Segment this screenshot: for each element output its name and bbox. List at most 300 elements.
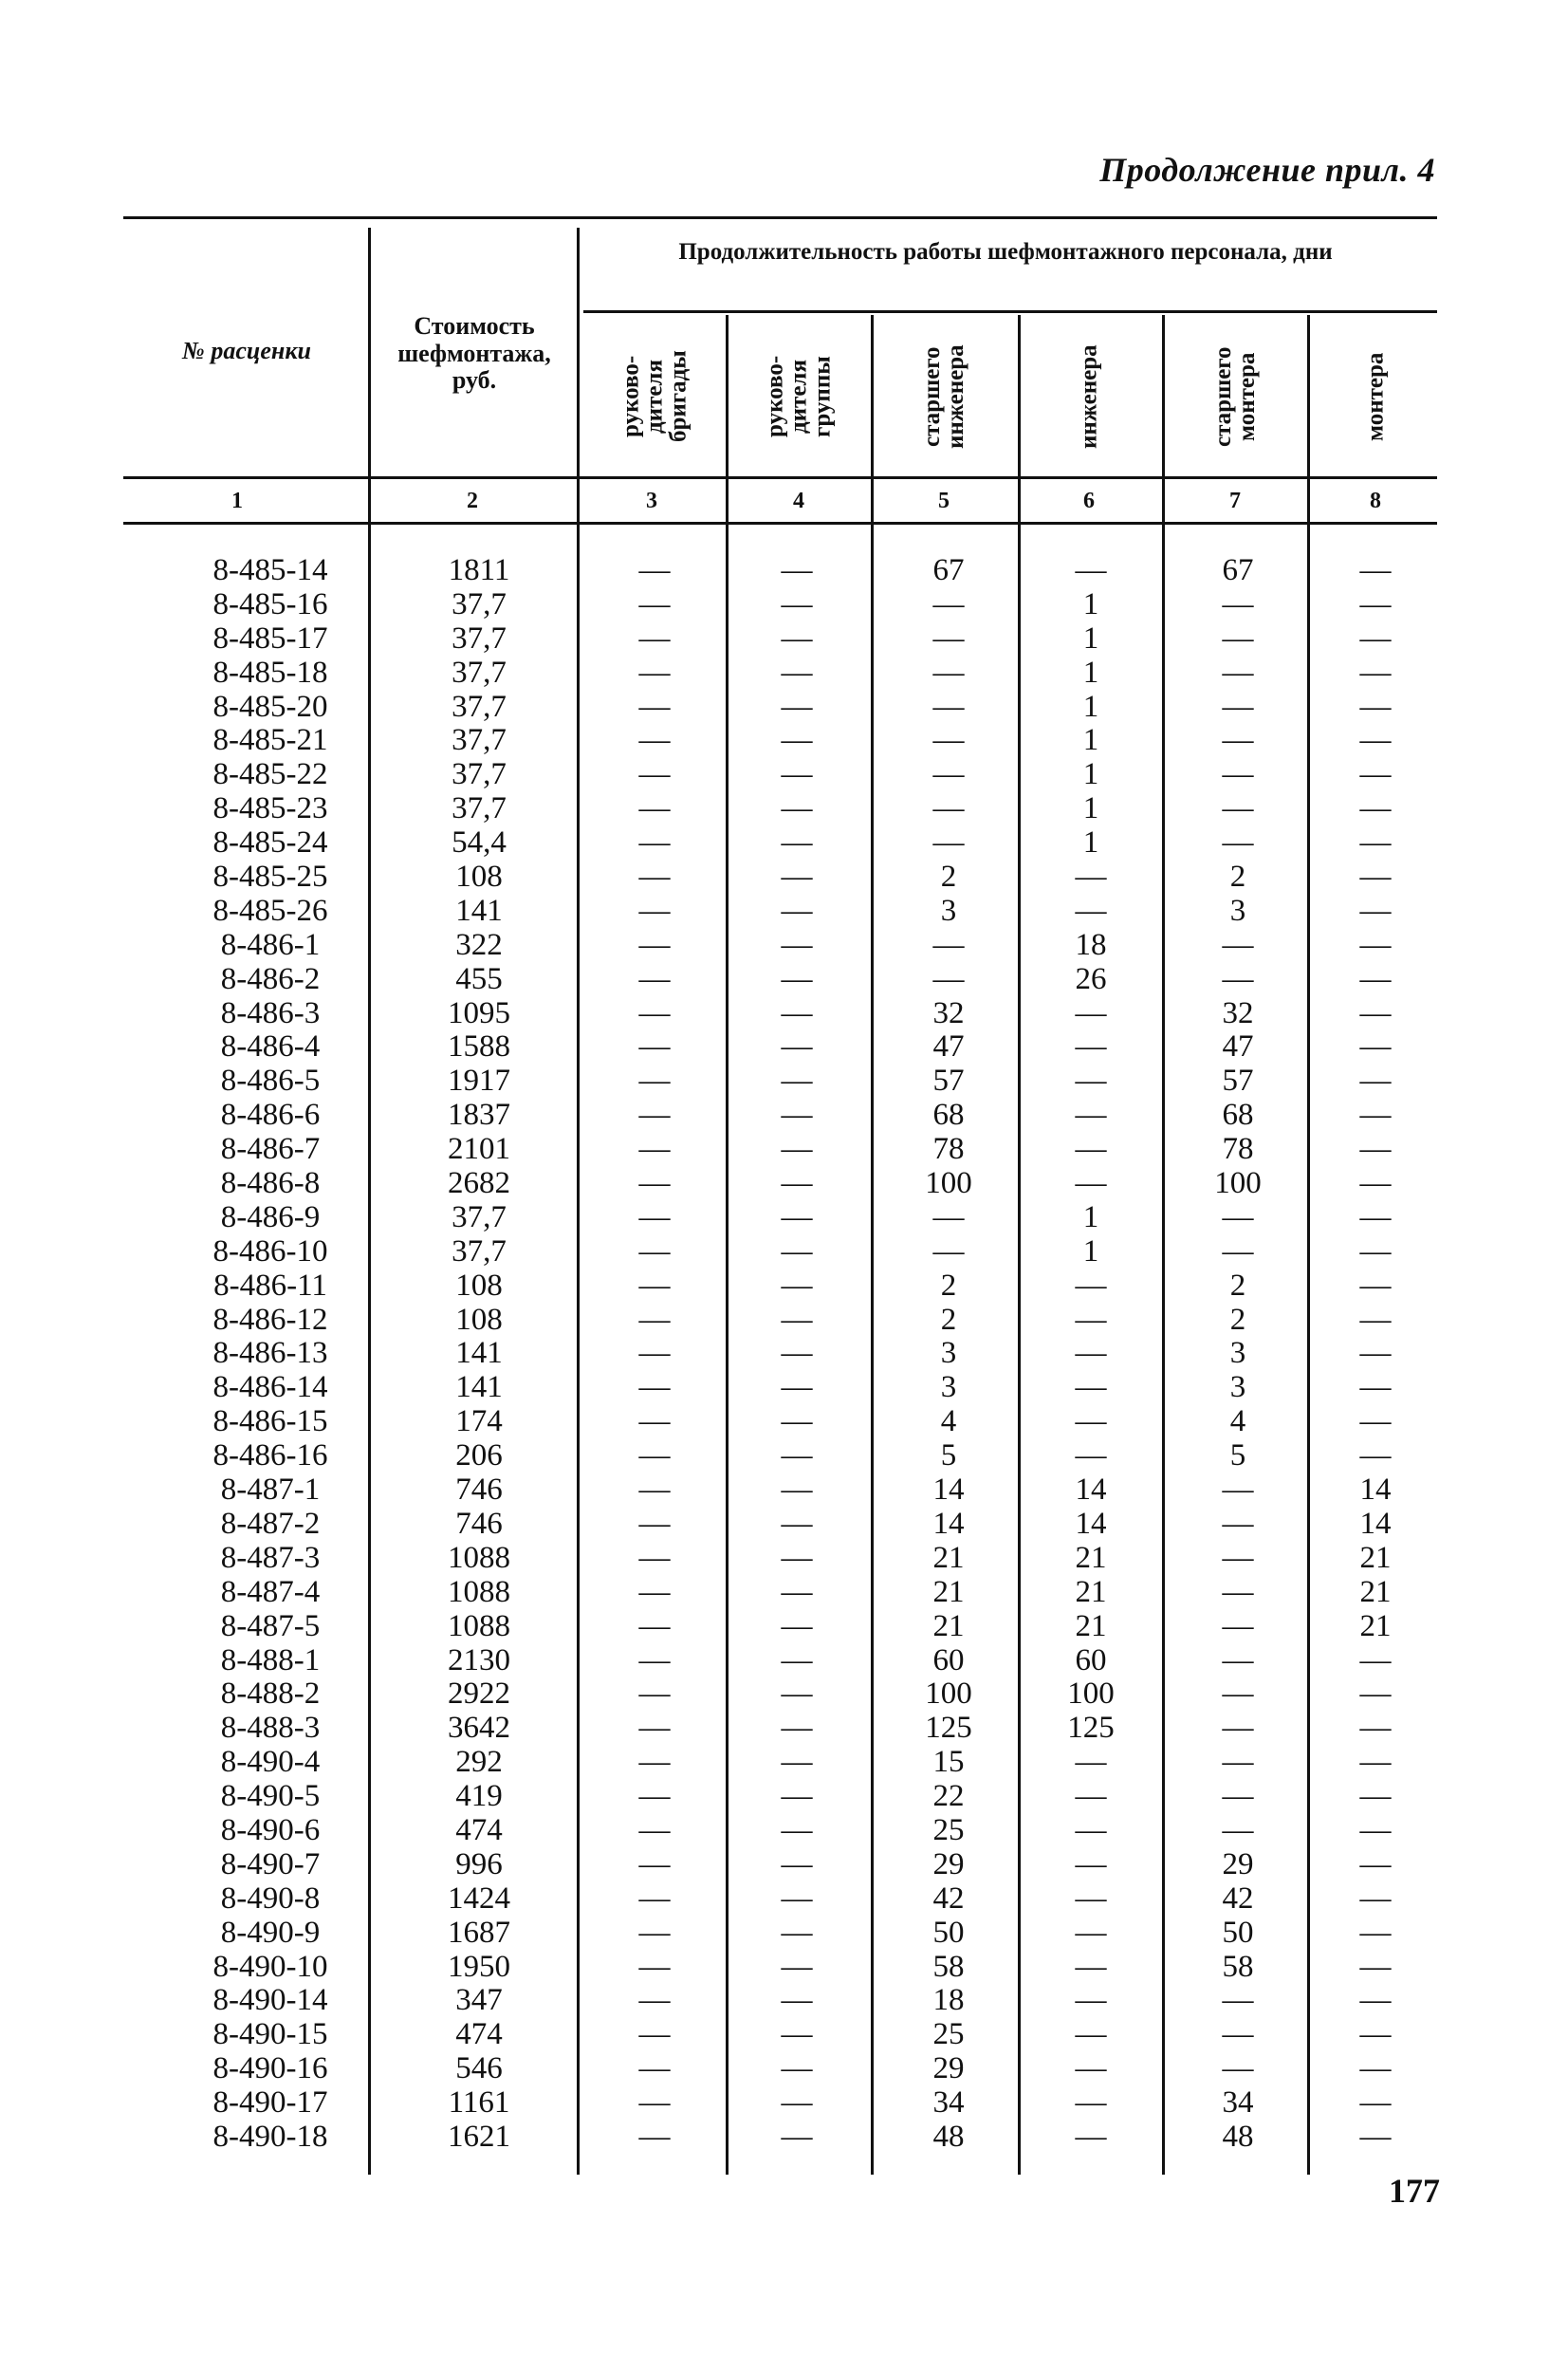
senior-fitter-cell: —: [1222, 1779, 1254, 1814]
rate-number-cell: 8-486-2: [220, 961, 321, 996]
group-leader-cell: —: [781, 655, 813, 690]
cost-cell: 1424: [448, 1881, 510, 1916]
cost-cell: 347: [455, 1983, 503, 2018]
table-row: [0, 2120, 1568, 2154]
rate-number-cell: 8-487-4: [220, 1574, 321, 1609]
senior-engineer-cell: 78: [932, 1132, 965, 1167]
rate-number-cell: 8-490-15: [212, 2017, 328, 2052]
cost-cell: 419: [455, 1779, 503, 1814]
table-body: [0, 553, 1568, 2154]
fitter-cell: —: [1359, 1302, 1392, 1337]
senior-engineer-cell: 15: [932, 1745, 965, 1780]
rate-number-cell: 8-487-5: [220, 1608, 321, 1643]
engineer-cell: 1: [1082, 689, 1099, 724]
fitter-cell: —: [1359, 553, 1392, 587]
group-leader-cell: —: [781, 2017, 813, 2052]
senior-fitter-cell: —: [1222, 655, 1254, 690]
table-row: [0, 1132, 1568, 1166]
brigade-leader-cell: —: [638, 655, 671, 690]
senior-fitter-cell: —: [1222, 961, 1254, 996]
senior-engineer-cell: 68: [932, 1098, 965, 1133]
group-leader-cell: —: [781, 1779, 813, 1814]
group-leader-cell: —: [781, 1473, 813, 1508]
group-leader-cell: —: [781, 723, 813, 758]
group-leader-cell: —: [781, 1404, 813, 1439]
group-leader-cell: —: [781, 621, 813, 656]
senior-engineer-cell: —: [932, 927, 965, 962]
cost-cell: 37,7: [452, 791, 507, 826]
brigade-leader-cell: —: [638, 1540, 671, 1575]
fitter-cell: —: [1359, 1438, 1392, 1473]
group-leader-cell: —: [781, 1098, 813, 1133]
fitter-cell: —: [1359, 655, 1392, 690]
brigade-leader-cell: —: [638, 1132, 671, 1167]
brigade-leader-cell: —: [638, 995, 671, 1030]
cost-cell: 108: [455, 1268, 503, 1303]
engineer-cell: —: [1075, 1404, 1107, 1439]
table-row: [0, 1779, 1568, 1813]
table-row: [0, 1745, 1568, 1779]
senior-fitter-cell: 47: [1222, 1029, 1254, 1065]
engineer-cell: 18: [1075, 927, 1107, 962]
table-row: [0, 825, 1568, 860]
group-leader-cell: —: [781, 1302, 813, 1337]
table-row: [0, 1473, 1568, 1507]
table-row: [0, 1847, 1568, 1881]
senior-engineer-cell: 2: [940, 1268, 957, 1303]
brigade-leader-cell: —: [638, 1983, 671, 2018]
senior-fitter-cell: —: [1222, 1677, 1254, 1712]
rate-number-cell: 8-485-22: [212, 757, 328, 792]
cost-cell: 1621: [448, 2119, 510, 2154]
table-row: [0, 996, 1568, 1030]
senior-fitter-cell: 48: [1222, 2119, 1254, 2154]
table-row: [0, 1881, 1568, 1916]
fitter-cell: —: [1359, 689, 1392, 724]
fitter-cell: —: [1359, 757, 1392, 792]
fitter-cell: —: [1359, 1098, 1392, 1133]
senior-engineer-cell: 125: [925, 1711, 972, 1746]
group-leader-cell: —: [781, 1166, 813, 1201]
column-number: 2: [467, 489, 478, 513]
senior-fitter-cell: 5: [1229, 1438, 1246, 1473]
fitter-cell: —: [1359, 825, 1392, 861]
senior-fitter-cell: 50: [1222, 1915, 1254, 1950]
rate-number-cell: 8-488-1: [220, 1642, 321, 1677]
senior-engineer-cell: 47: [932, 1029, 965, 1065]
cost-cell: 2922: [448, 1677, 510, 1712]
rate-number-cell: 8-486-11: [213, 1268, 327, 1303]
table-row: [0, 1200, 1568, 1234]
brigade-leader-cell: —: [638, 1881, 671, 1916]
engineer-cell: —: [1075, 1779, 1107, 1814]
fitter-cell: —: [1359, 1336, 1392, 1371]
rate-number-cell: 8-490-9: [220, 1915, 321, 1950]
senior-engineer-cell: 14: [932, 1506, 965, 1541]
rate-number-cell: 8-486-1: [220, 927, 321, 962]
cost-cell: 108: [455, 860, 503, 895]
cost-cell: 54,4: [452, 825, 507, 861]
fitter-cell: —: [1359, 1404, 1392, 1439]
engineer-cell: 26: [1075, 961, 1107, 996]
senior-engineer-cell: 60: [932, 1642, 965, 1677]
column-number: 4: [793, 489, 804, 513]
table-row: [0, 1507, 1568, 1541]
table-row: [0, 1166, 1568, 1200]
senior-engineer-cell: 2: [940, 1302, 957, 1337]
cost-cell: 474: [455, 1812, 503, 1847]
rate-number-cell: 8-485-18: [212, 655, 328, 690]
group-leader-cell: —: [781, 1370, 813, 1405]
engineer-cell: 21: [1075, 1574, 1107, 1609]
header-bottom-rule: [123, 476, 1437, 479]
header-engineer: инженера: [1076, 344, 1102, 449]
brigade-leader-cell: —: [638, 1438, 671, 1473]
cost-cell: 141: [455, 1370, 503, 1405]
rate-number-cell: 8-490-5: [220, 1779, 321, 1814]
senior-fitter-cell: —: [1222, 2051, 1254, 2086]
continuation-caption: Продолжение прил. 4: [1099, 151, 1435, 189]
group-leader-cell: —: [781, 2119, 813, 2154]
fitter-cell: —: [1359, 1881, 1392, 1916]
cost-cell: 37,7: [452, 1199, 507, 1234]
engineer-cell: 21: [1075, 1540, 1107, 1575]
brigade-leader-cell: —: [638, 553, 671, 587]
group-leader-cell: —: [781, 1438, 813, 1473]
rate-number-cell: 8-486-3: [220, 995, 321, 1030]
rate-number-cell: 8-486-4: [220, 1029, 321, 1065]
group-leader-cell: —: [781, 961, 813, 996]
fitter-cell: —: [1359, 2085, 1392, 2121]
senior-fitter-cell: —: [1222, 1711, 1254, 1746]
brigade-leader-cell: —: [638, 1029, 671, 1065]
cost-cell: 1095: [448, 995, 510, 1030]
senior-engineer-cell: 21: [932, 1574, 965, 1609]
cost-cell: 1837: [448, 1098, 510, 1133]
table-row: [0, 928, 1568, 962]
group-leader-cell: —: [781, 1540, 813, 1575]
fitter-cell: —: [1359, 2119, 1392, 2154]
group-leader-cell: —: [781, 1268, 813, 1303]
header-rate-number: № расценки: [182, 337, 311, 364]
rate-number-cell: 8-490-16: [212, 2051, 328, 2086]
cost-cell: 37,7: [452, 621, 507, 656]
rate-number-cell: 8-486-16: [212, 1438, 328, 1473]
fitter-cell: —: [1359, 1233, 1392, 1269]
group-leader-cell: —: [781, 927, 813, 962]
table-row: [0, 1370, 1568, 1404]
senior-fitter-cell: —: [1222, 1983, 1254, 2018]
senior-fitter-cell: 2: [1229, 860, 1246, 895]
cost-cell: 474: [455, 2017, 503, 2052]
fitter-cell: 14: [1359, 1506, 1392, 1541]
senior-engineer-cell: 58: [932, 1949, 965, 1984]
engineer-cell: —: [1075, 553, 1107, 587]
cost-cell: 1687: [448, 1915, 510, 1950]
rate-number-cell: 8-486-14: [212, 1370, 328, 1405]
group-leader-cell: —: [781, 825, 813, 861]
senior-fitter-cell: 100: [1214, 1166, 1262, 1201]
fitter-cell: —: [1359, 1029, 1392, 1065]
fitter-cell: —: [1359, 723, 1392, 758]
group-leader-cell: —: [781, 1132, 813, 1167]
brigade-leader-cell: —: [638, 1677, 671, 1712]
senior-engineer-cell: —: [932, 791, 965, 826]
rate-number-cell: 8-485-21: [212, 723, 328, 758]
senior-fitter-cell: —: [1222, 791, 1254, 826]
senior-fitter-cell: 3: [1229, 1336, 1246, 1371]
rate-number-cell: 8-487-1: [220, 1473, 321, 1508]
senior-fitter-cell: 3: [1229, 1370, 1246, 1405]
senior-fitter-cell: 2: [1229, 1302, 1246, 1337]
senior-engineer-cell: 21: [932, 1540, 965, 1575]
senior-fitter-cell: —: [1222, 1608, 1254, 1643]
column-number: 6: [1083, 489, 1095, 513]
cost-cell: 141: [455, 1336, 503, 1371]
engineer-cell: 1: [1082, 1233, 1099, 1269]
brigade-leader-cell: —: [638, 1745, 671, 1780]
brigade-leader-cell: —: [638, 1812, 671, 1847]
rate-number-cell: 8-485-17: [212, 621, 328, 656]
fitter-cell: —: [1359, 2017, 1392, 2052]
brigade-leader-cell: —: [638, 689, 671, 724]
rate-number-cell: 8-485-25: [212, 860, 328, 895]
fitter-cell: 21: [1359, 1574, 1392, 1609]
brigade-leader-cell: —: [638, 961, 671, 996]
cost-cell: 322: [455, 927, 503, 962]
group-leader-cell: —: [781, 2085, 813, 2121]
cost-cell: 1088: [448, 1540, 510, 1575]
fitter-cell: —: [1359, 1949, 1392, 1984]
engineer-cell: —: [1075, 2051, 1107, 2086]
senior-engineer-cell: 22: [932, 1779, 965, 1814]
group-leader-cell: —: [781, 1711, 813, 1746]
table-row: [0, 553, 1568, 587]
engineer-cell: —: [1075, 1336, 1107, 1371]
group-leader-cell: —: [781, 757, 813, 792]
rate-number-cell: 8-486-6: [220, 1098, 321, 1133]
brigade-leader-cell: —: [638, 1779, 671, 1814]
engineer-cell: —: [1075, 1846, 1107, 1881]
brigade-leader-cell: —: [638, 1098, 671, 1133]
senior-engineer-cell: 50: [932, 1915, 965, 1950]
table-row: [0, 2051, 1568, 2085]
rate-number-cell: 8-485-24: [212, 825, 328, 861]
rate-number-cell: 8-490-17: [212, 2085, 328, 2121]
cost-cell: 37,7: [452, 655, 507, 690]
table-row: [0, 1064, 1568, 1098]
group-leader-cell: —: [781, 1336, 813, 1371]
group-leader-cell: —: [781, 1199, 813, 1234]
brigade-leader-cell: —: [638, 1506, 671, 1541]
engineer-cell: —: [1075, 1983, 1107, 2018]
group-leader-cell: —: [781, 1608, 813, 1643]
table-row: [0, 621, 1568, 656]
brigade-leader-cell: —: [638, 1846, 671, 1881]
table-row: [0, 1609, 1568, 1643]
senior-engineer-cell: —: [932, 1199, 965, 1234]
engineer-cell: —: [1075, 2017, 1107, 2052]
senior-engineer-cell: 4: [940, 1404, 957, 1439]
cost-cell: 37,7: [452, 689, 507, 724]
cost-cell: 1917: [448, 1064, 510, 1099]
senior-fitter-cell: 58: [1222, 1949, 1254, 1984]
engineer-cell: 21: [1075, 1608, 1107, 1643]
fitter-cell: —: [1359, 1268, 1392, 1303]
engineer-cell: —: [1075, 893, 1107, 928]
brigade-leader-cell: —: [638, 825, 671, 861]
cost-cell: 37,7: [452, 723, 507, 758]
senior-engineer-cell: 3: [940, 1370, 957, 1405]
cost-cell: 1088: [448, 1608, 510, 1643]
rate-number-cell: 8-488-2: [220, 1677, 321, 1712]
fitter-cell: —: [1359, 1199, 1392, 1234]
rate-number-cell: 8-490-4: [220, 1745, 321, 1780]
rate-number-cell: 8-485-20: [212, 689, 328, 724]
engineer-cell: 1: [1082, 723, 1099, 758]
table-row: [0, 1404, 1568, 1438]
engineer-cell: —: [1075, 1166, 1107, 1201]
engineer-cell: —: [1075, 1098, 1107, 1133]
rate-number-cell: 8-487-2: [220, 1506, 321, 1541]
brigade-leader-cell: —: [638, 1336, 671, 1371]
table-row: [0, 1575, 1568, 1609]
table-row: [0, 860, 1568, 894]
brigade-leader-cell: —: [638, 1370, 671, 1405]
engineer-cell: —: [1075, 1064, 1107, 1099]
fitter-cell: —: [1359, 586, 1392, 621]
senior-engineer-cell: —: [932, 586, 965, 621]
engineer-cell: —: [1075, 2085, 1107, 2121]
senior-fitter-cell: 78: [1222, 1132, 1254, 1167]
rate-number-cell: 8-486-12: [212, 1302, 328, 1337]
cost-cell: 206: [455, 1438, 503, 1473]
table-row: [0, 690, 1568, 724]
senior-fitter-cell: —: [1222, 586, 1254, 621]
fitter-cell: —: [1359, 2051, 1392, 2086]
table-row: [0, 2085, 1568, 2120]
header-duration: Продолжительность работы шефмонтажного персонала, дни: [678, 239, 1333, 265]
senior-fitter-cell: —: [1222, 1506, 1254, 1541]
fitter-cell: —: [1359, 860, 1392, 895]
fitter-cell: —: [1359, 1677, 1392, 1712]
engineer-cell: 1: [1082, 757, 1099, 792]
senior-fitter-cell: 68: [1222, 1098, 1254, 1133]
cost-cell: 1088: [448, 1574, 510, 1609]
brigade-leader-cell: —: [638, 927, 671, 962]
column-number: 5: [938, 489, 950, 513]
brigade-leader-cell: —: [638, 1915, 671, 1950]
senior-fitter-cell: 57: [1222, 1064, 1254, 1099]
senior-fitter-cell: —: [1222, 1642, 1254, 1677]
table-row: [0, 1029, 1568, 1064]
brigade-leader-cell: —: [638, 2017, 671, 2052]
cost-cell: 455: [455, 961, 503, 996]
engineer-cell: 1: [1082, 621, 1099, 656]
table-row: [0, 1438, 1568, 1473]
engineer-cell: —: [1075, 1949, 1107, 1984]
rate-number-cell: 8-487-3: [220, 1540, 321, 1575]
header-fitter: монтера: [1362, 352, 1389, 441]
rate-number-cell: 8-486-13: [212, 1336, 328, 1371]
fitter-cell: —: [1359, 1983, 1392, 2018]
senior-fitter-cell: —: [1222, 1540, 1254, 1575]
cost-cell: 1950: [448, 1949, 510, 1984]
rate-number-cell: 8-490-7: [220, 1846, 321, 1881]
table-row: [0, 1269, 1568, 1303]
brigade-leader-cell: —: [638, 860, 671, 895]
group-leader-cell: —: [781, 1915, 813, 1950]
senior-engineer-cell: 100: [925, 1166, 972, 1201]
senior-fitter-cell: —: [1222, 689, 1254, 724]
rate-number-cell: 8-488-3: [220, 1711, 321, 1746]
engineer-cell: 1: [1082, 655, 1099, 690]
table-row: [0, 791, 1568, 825]
fitter-cell: —: [1359, 1779, 1392, 1814]
group-leader-cell: —: [781, 1233, 813, 1269]
brigade-leader-cell: —: [638, 1064, 671, 1099]
senior-fitter-cell: 67: [1222, 553, 1254, 587]
group-leader-cell: —: [781, 1949, 813, 1984]
senior-engineer-cell: —: [932, 757, 965, 792]
brigade-leader-cell: —: [638, 2085, 671, 2121]
table-row: [0, 894, 1568, 928]
senior-fitter-cell: —: [1222, 1574, 1254, 1609]
engineer-cell: —: [1075, 1881, 1107, 1916]
brigade-leader-cell: —: [638, 1711, 671, 1746]
table-row: [0, 1711, 1568, 1745]
brigade-leader-cell: —: [638, 1166, 671, 1201]
brigade-leader-cell: —: [638, 1608, 671, 1643]
senior-engineer-cell: 3: [940, 1336, 957, 1371]
cost-cell: 746: [455, 1473, 503, 1508]
table-row: [0, 1336, 1568, 1370]
brigade-leader-cell: —: [638, 1642, 671, 1677]
table-row: [0, 1950, 1568, 1984]
table-row: [0, 1303, 1568, 1337]
senior-fitter-cell: —: [1222, 723, 1254, 758]
group-leader-cell: —: [781, 1846, 813, 1881]
column-number: 7: [1229, 489, 1241, 513]
rate-number-cell: 8-485-26: [212, 893, 328, 928]
fitter-cell: —: [1359, 621, 1392, 656]
engineer-cell: 125: [1067, 1711, 1115, 1746]
cost-cell: 174: [455, 1404, 503, 1439]
group-leader-cell: —: [781, 1677, 813, 1712]
fitter-cell: —: [1359, 791, 1392, 826]
fitter-cell: —: [1359, 1711, 1392, 1746]
colnum-bottom-rule: [123, 522, 1437, 525]
senior-engineer-cell: —: [932, 655, 965, 690]
brigade-leader-cell: —: [638, 723, 671, 758]
engineer-cell: 1: [1082, 825, 1099, 861]
brigade-leader-cell: —: [638, 1233, 671, 1269]
group-leader-cell: —: [781, 553, 813, 587]
fitter-cell: —: [1359, 1642, 1392, 1677]
cost-cell: 2101: [448, 1132, 510, 1167]
engineer-cell: —: [1075, 1438, 1107, 1473]
fitter-cell: —: [1359, 1846, 1392, 1881]
table-row: [0, 1541, 1568, 1575]
fitter-cell: —: [1359, 1166, 1392, 1201]
rate-number-cell: 8-490-10: [212, 1949, 328, 1984]
senior-engineer-cell: 5: [940, 1438, 957, 1473]
group-leader-cell: —: [781, 1064, 813, 1099]
table-top-rule: [123, 216, 1437, 219]
fitter-cell: —: [1359, 1915, 1392, 1950]
group-leader-cell: —: [781, 893, 813, 928]
brigade-leader-cell: —: [638, 1473, 671, 1508]
